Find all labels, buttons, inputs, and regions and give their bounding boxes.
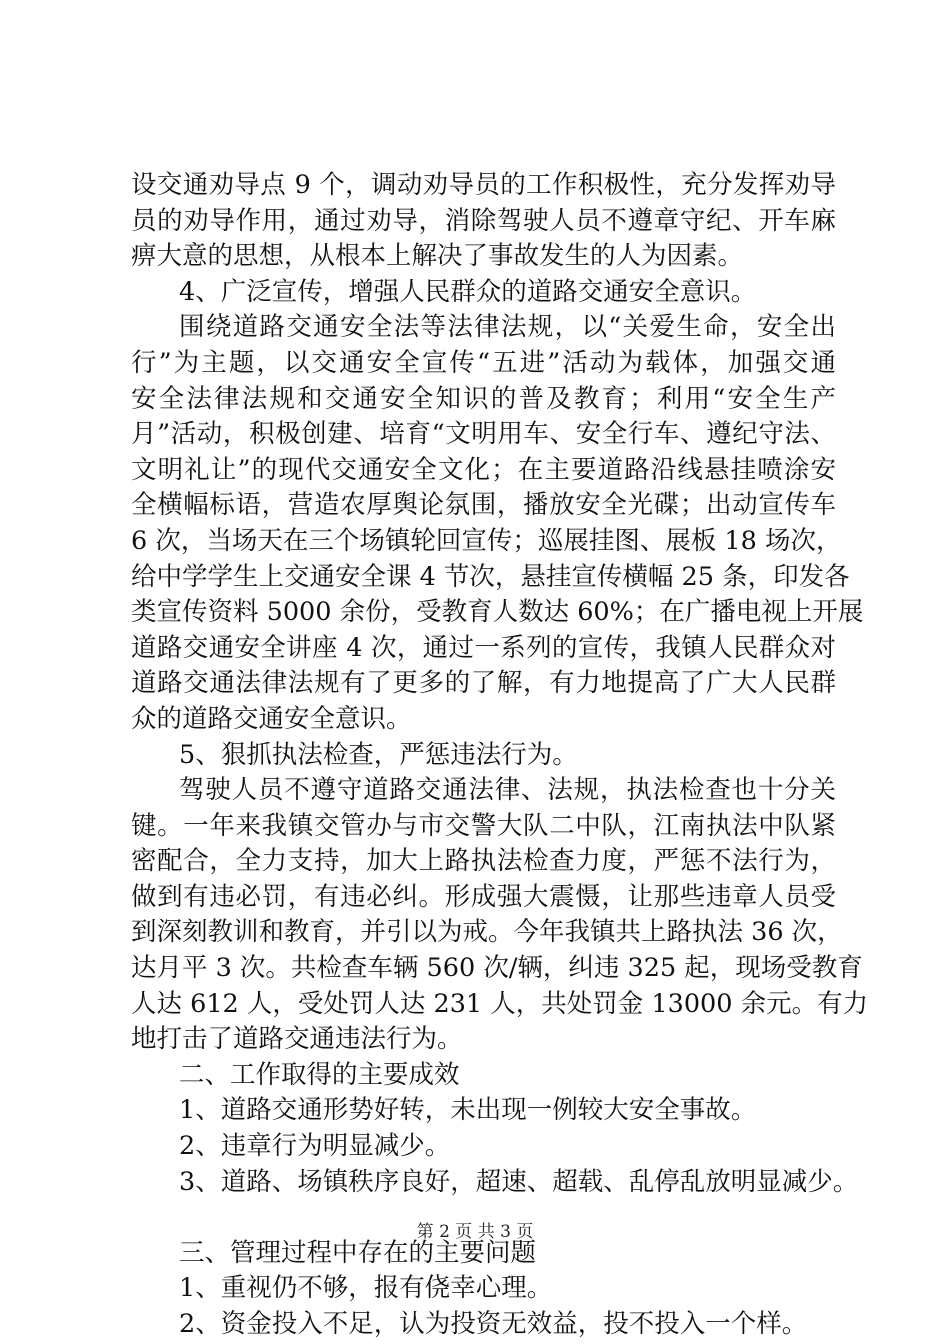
text-line: 6 次，当场天在三个场镇轮回宣传；巡展挂图、展板 18 场次，: [131, 525, 842, 556]
text-line: 键。一年来我镇交管办与市交警大队二中队，江南执法中队紧: [131, 810, 836, 841]
text-line: 设交通劝导点 9 个，调动劝导员的工作积极性，充分发挥劝导: [131, 170, 836, 200]
text-line: 员的劝导作用，通过劝导，消除驾驶人员不遵章守纪、开车麻: [131, 205, 836, 236]
text-line: 痹大意的思想，从根本上解决了事故发生的人为因素。: [131, 241, 744, 272]
text-line: 月”活动，积极创建、培育“文明用车、安全行车、遵纪守法、: [131, 419, 836, 450]
text-line: 类宣传资料 5000 余份，受教育人数达 60%；在广播电视上开展: [131, 597, 864, 628]
text-line: 道路交通法律法规有了更多的了解，有力地提高了广大人民群: [131, 668, 836, 699]
text-line: 2、资金投入不足，认为投资无效益，投不投入一个样。: [179, 1309, 808, 1339]
text-line: 人达 612 人，受处罚人达 231 人，共处罚金 13000 余元。有力: [131, 988, 869, 1019]
text-line: 到深刻教训和教育，并引以为戒。今年我镇共上路执法 36 次，: [131, 917, 843, 948]
text-line: 驾驶人员不遵守道路交通法律、法规，执法检查也十分关: [179, 775, 836, 806]
text-line: 做到有违必罚，有违必纠。形成强大震慑，让那些违章人员受: [131, 881, 836, 912]
text-line: 安全法律法规和交通安全知识的普及教育；利用“安全生产: [131, 383, 836, 414]
text-line: 1、重视仍不够，报有侥幸心理。: [179, 1273, 553, 1304]
text-line: 给中学学生上交通安全课 4 节次，悬挂宣传横幅 25 条，印发各: [131, 561, 850, 592]
text-line: 3、道路、场镇秩序良好，超速、超载、乱停乱放明显减少。: [179, 1166, 859, 1197]
text-line: 达月平 3 次。共检查车辆 560 次/辆，纠违 325 起，现场受教育: [131, 953, 863, 984]
text-line: 道路交通安全讲座 4 次，通过一系列的宣传，我镇人民群众对: [131, 632, 836, 663]
text-line: 三、管理过程中存在的主要问题: [179, 1237, 537, 1268]
text-line: 行”为主题，以交通安全宣传“五进”活动为载体，加强交通: [131, 347, 836, 378]
text-line: 文明礼让”的现代交通安全文化；在主要道路沿线悬挂喷涂安: [131, 454, 836, 485]
text-line: 4、广泛宣传，增强人民群众的道路交通安全意识。: [179, 276, 757, 307]
text-line: 地打击了道路交通违法行为。: [131, 1024, 463, 1055]
text-line: 众的道路交通安全意识。: [131, 703, 412, 734]
text-line: 1、道路交通形势好转，未出现一例较大安全事故。: [179, 1095, 757, 1126]
text-line: 5、狠抓执法检查，严惩违法行为。: [179, 739, 578, 770]
text-line: 二、工作取得的主要成效: [179, 1059, 460, 1090]
text-line: 2、违章行为明显减少。: [179, 1131, 451, 1162]
text-line: 密配合，全力支持，加大上路执法检查力度，严惩不法行为，: [131, 846, 836, 877]
page-footer: 第 2 页 共 3 页: [416, 1222, 534, 1242]
text-line: 全横幅标语，营造农厚舆论氛围，播放安全光碟；出动宣传车: [131, 490, 836, 521]
text-line: 围绕道路交通安全法等法律法规，以“关爱生命，安全出: [179, 312, 836, 343]
document-body: [0, 168, 950, 1343]
